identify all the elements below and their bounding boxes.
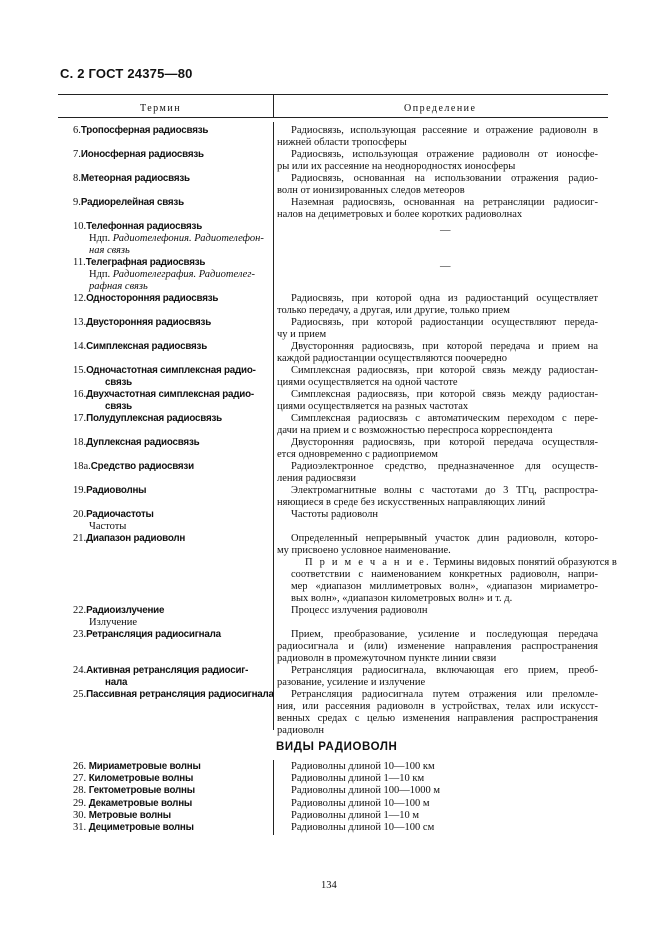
- wave-term-0: [73, 761, 201, 773]
- definition-t12-line-1: только передачу, а другая, или другие, только прием: [277, 305, 510, 316]
- term-name: связь: [105, 377, 132, 388]
- definition-t7-line-1: ры или их рассеяние на неоднородностях ионосферы: [277, 161, 516, 172]
- definition-t23-line-0: Прием, преобразование, усиление и последующая передача: [291, 629, 598, 640]
- page-number: 134: [321, 880, 337, 891]
- term-t23-line-0: [73, 629, 221, 641]
- term-t17-line-0: [73, 413, 222, 425]
- term-name: Мириаметровые волны: [88, 761, 201, 772]
- definition-t24-line-1: разование, усиление и излучение: [277, 677, 426, 688]
- note-line-3: вых волн», «диапазон километровых волн» и т. д.: [291, 593, 513, 604]
- term-name: Одночастотная симплексная радио-: [86, 365, 256, 376]
- definition-t22-line-0: Процесс излучения радиоволн: [291, 605, 428, 616]
- term-name: Симплексная радиосвязь: [86, 341, 208, 352]
- column-header-definition: Определение: [404, 103, 477, 114]
- definition-t20-line-0: Частоты радиоволн: [291, 509, 378, 520]
- wave-term-3: [73, 798, 192, 810]
- definition-t21-line-1: му присвоено условное наименование.: [277, 545, 451, 556]
- term-number: 27.: [73, 773, 89, 785]
- term-name: связь: [105, 401, 132, 412]
- wave-definition-4: Радиоволны длиной 1—10 м: [291, 809, 420, 821]
- term-t16-line-1: [89, 401, 132, 413]
- definition-t19-line-0: Электромагнитные волны с частотами до 3 ТГц, распростра-: [291, 485, 598, 496]
- term-t14-line-0: [73, 341, 207, 353]
- term-number: 25.: [73, 689, 87, 700]
- term-number: 18.: [73, 437, 87, 448]
- definition-t8-line-0: Радиосвязь, основанная на использовании отражения радио-: [291, 173, 598, 184]
- term-t24-line-1: [89, 677, 127, 689]
- note-line-2: мер «диапазон миллиметровых волн», «диапазон мириаметро-: [291, 581, 598, 592]
- definition-t19-line-1: няющиеся в среде без искусственных направляющих линий: [277, 497, 546, 508]
- term-t22-line-0: [73, 605, 164, 617]
- definition-t23-line-2: радиоволн в промежуточном пункте линии связи: [277, 653, 497, 664]
- term-name: Радиочастоты: [86, 509, 154, 520]
- definition-t9-line-0: Наземная радиосвязь, основанная на ретрансляции радиосиг-: [291, 197, 598, 208]
- term-number: 15.: [73, 365, 87, 376]
- term-t25-line-0: [73, 689, 274, 701]
- term-number: 26.: [73, 761, 89, 772]
- term-number: 14.: [73, 341, 87, 352]
- term-number: 7.: [73, 149, 81, 160]
- definition-t6-line-1: нижней области тропосферы: [277, 137, 407, 148]
- definition-dash: —: [440, 225, 451, 236]
- term-number: 30.: [73, 809, 89, 821]
- term-not-allowed-cont: ная связь: [89, 245, 130, 256]
- term-name: Диапазон радиоволн: [86, 533, 186, 544]
- term-number: 24.: [73, 665, 87, 676]
- term-number: 19.: [73, 485, 87, 496]
- term-number: 8.: [73, 173, 81, 184]
- term-name: Радиорелейная связь: [80, 197, 184, 208]
- wave-definition-1: Радиоволны длиной 1—10 км: [291, 773, 425, 785]
- definition-t24-line-0: Ретрансляция радиосигнала, включающая его прием, преоб-: [291, 665, 598, 676]
- definition-t9-line-1: налов на дециметровых и более коротких радиоволнах: [277, 209, 523, 220]
- term-name: Пассивная ретрансляция радиосигнала: [86, 689, 274, 700]
- term-not-allowed: Ндп. Радиотелеграфия. Радиотелег-: [89, 269, 255, 280]
- definition-t8-line-1: волн от ионизированных следов метеоров: [277, 185, 465, 196]
- definition-t25-line-0: Ретрансляция радиосигнала путем отражения или преломле-: [291, 689, 598, 700]
- definition-t16-line-1: циями осуществляется на разных частотах: [277, 401, 469, 412]
- term-name: Декаметровые волны: [88, 797, 193, 809]
- table-header-rule: [58, 117, 608, 118]
- term-name: Радиоволны: [86, 485, 147, 496]
- term-name: Телефонная радиосвязь: [86, 221, 203, 232]
- term-t6-line-0: [73, 125, 208, 137]
- term-name: Метровые волны: [88, 809, 171, 821]
- term-t16-line-0: [73, 389, 254, 401]
- wave-definition-0: Радиоволны длиной 10—100 км: [291, 761, 435, 772]
- definition-t13-line-1: чу и прием: [277, 329, 327, 340]
- term-number: 20.: [73, 509, 87, 520]
- wave-term-2: [73, 785, 195, 797]
- term-synonym: Частоты: [89, 521, 127, 532]
- term-number: 22.: [73, 605, 87, 616]
- table-column-divider: [273, 122, 274, 730]
- page-header: С. 2 ГОСТ 24375—80: [60, 66, 193, 81]
- definition-t25-line-2: венных средах с целью изменения направления распространения: [277, 713, 598, 724]
- term-number: 21.: [73, 533, 87, 544]
- term-t18a-line-0: [73, 461, 194, 473]
- term-synonym: Излучение: [89, 617, 138, 628]
- definition-t17-line-1: дачи на прием и с возможностью переспроса корреспондента: [277, 425, 553, 436]
- definition-t14-line-0: Двусторонняя радиосвязь, при которой передача и прием на: [291, 341, 598, 352]
- note-line-1: соответствии с наименованием конкретных радиоволн, напри-: [291, 569, 598, 580]
- term-t20-line-0: [73, 509, 154, 521]
- term-t9-line-0: [73, 197, 184, 209]
- term-name: Ретрансляция радиосигнала: [86, 629, 221, 640]
- term-number: 23.: [73, 629, 87, 640]
- section-title: ВИДЫ РАДИОВОЛН: [276, 741, 398, 753]
- definition-t18a-line-0: Радиоэлектронное средство, предназначенное для осуществ-: [291, 461, 598, 472]
- term-number: 31.: [73, 822, 89, 833]
- term-t10-line-0: [73, 221, 202, 233]
- term-number: 11.: [73, 257, 86, 268]
- wave-term-5: [73, 822, 194, 834]
- term-t8-line-0: [73, 173, 190, 185]
- term-name: Дециметровые волны: [88, 822, 194, 833]
- definition-dash: —: [440, 261, 451, 272]
- wave-definition-3: Радиоволны длиной 10—100 м: [291, 797, 430, 809]
- definition-t12-line-0: Радиосвязь, при которой одна из радиостанций осуществляет: [291, 293, 598, 304]
- term-name: Дуплексная радиосвязь: [86, 437, 200, 448]
- term-number: 28.: [73, 785, 89, 797]
- term-t21-line-0: [73, 533, 185, 545]
- definition-t14-line-1: каждой радиостанции осуществляются поочередно: [277, 353, 507, 364]
- wave-column-divider: [273, 760, 274, 835]
- term-number: 6.: [73, 125, 81, 136]
- definition-t15-line-1: циями осуществляется на одной частоте: [277, 377, 458, 388]
- term-name: Двухчастотная симплексная радио-: [86, 389, 254, 400]
- definition-t15-line-0: Симплексная радиосвязь, при которой связь между радиостан-: [291, 365, 598, 376]
- definition-t25-line-3: радиоволн: [277, 725, 324, 736]
- term-t7-line-0: [73, 149, 204, 161]
- definition-t18-line-1: ется одновременно с радиоприемом: [277, 449, 438, 460]
- definition-t17-line-0: Симплексная радиосвязь с автоматическим переходом с пере-: [291, 413, 598, 424]
- wave-term-4: [73, 810, 171, 822]
- term-name: Тропосферная радиосвязь: [80, 125, 209, 136]
- note-line-0: П р и м е ч а н и е. Термины видовых понятий образуются в: [305, 557, 617, 568]
- term-name: Километровые волны: [88, 773, 194, 785]
- term-t15-line-1: [89, 377, 132, 389]
- note-label: П р и м е ч а н и е.: [305, 557, 431, 568]
- definition-t18a-line-1: ления радиосвязи: [277, 473, 357, 484]
- term-number: 18а.: [73, 461, 91, 472]
- term-number: 17.: [73, 413, 87, 424]
- term-number: 13.: [73, 317, 87, 328]
- term-name: Ионосферная радиосвязь: [80, 149, 204, 160]
- wave-definition-2: Радиоволны длиной 100—1000 м: [291, 785, 441, 797]
- term-t19-line-0: [73, 485, 146, 497]
- definition-t6-line-0: Радиосвязь, использующая рассеяние и отражение радиоволн в: [291, 125, 598, 136]
- term-t13-line-0: [73, 317, 211, 329]
- term-name: Метеорная радиосвязь: [80, 173, 190, 184]
- term-name: Телеграфная радиосвязь: [85, 257, 206, 268]
- term-t15-line-0: [73, 365, 256, 377]
- term-not-allowed: Ндп. Радиотелефония. Радиотелефон-: [89, 233, 264, 244]
- definition-t18-line-0: Двусторонняя радиосвязь, при которой передача осуществля-: [291, 437, 598, 448]
- term-name: Гектометровые волны: [88, 785, 195, 797]
- term-name: Средство радиосвязи: [90, 461, 194, 472]
- definition-t25-line-1: ния, или рассеяния радиоволн в устройствах, телах или искусст-: [277, 701, 598, 712]
- definition-t23-line-1: радиосигнала и (или) изменение направления распространения: [277, 641, 598, 652]
- table-top-rule: [58, 94, 608, 95]
- definition-t13-line-0: Радиосвязь, при которой радиостанции осуществляют переда-: [291, 317, 598, 328]
- term-name: Радиоизлучение: [86, 605, 165, 616]
- term-t24-line-0: [73, 665, 248, 677]
- term-name: Двусторонняя радиосвязь: [86, 317, 212, 328]
- table-header-divider: [273, 94, 274, 117]
- term-number: 16.: [73, 389, 87, 400]
- wave-term-1: [73, 773, 193, 785]
- term-number: 9.: [73, 197, 81, 208]
- definition-t16-line-0: Симплексная радиосвязь, при которой связь между радиостан-: [291, 389, 598, 400]
- term-number: 12.: [73, 293, 87, 304]
- definition-t7-line-0: Радиосвязь, использующая отражение радиоволн от ионосфе-: [291, 149, 598, 160]
- term-not-allowed-cont: рафная связь: [89, 281, 148, 292]
- term-t11-line-0: [73, 257, 205, 269]
- term-t12-line-0: [73, 293, 218, 305]
- term-name: Односторонняя радиосвязь: [86, 293, 219, 304]
- term-name: Полудуплексная радиосвязь: [86, 413, 222, 424]
- term-number: 29.: [73, 797, 89, 809]
- term-name: нала: [105, 677, 128, 688]
- definition-t21-line-0: Определенный непрерывный участок длин радиоволн, которо-: [291, 533, 598, 544]
- wave-definition-5: Радиоволны длиной 10—100 см: [291, 822, 435, 833]
- term-t18-line-0: [73, 437, 199, 449]
- term-name: Активная ретрансляция радиосиг-: [86, 665, 249, 676]
- column-header-term: Термин: [140, 103, 182, 114]
- term-number: 10.: [73, 221, 87, 232]
